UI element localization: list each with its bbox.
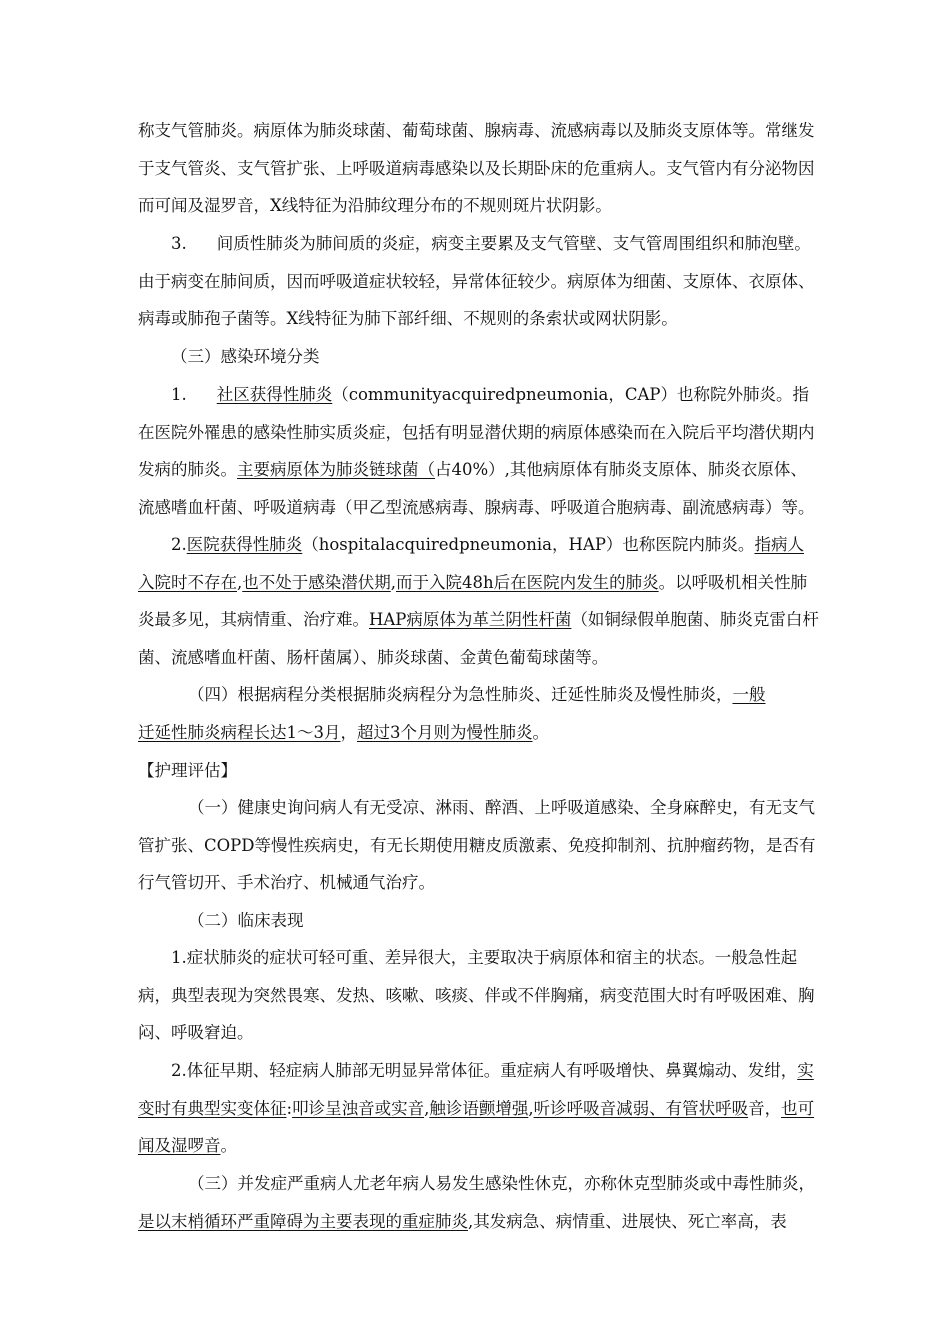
list-number: 2. <box>171 535 187 554</box>
underlined-phrase: 超过3个月则为慢性肺炎 <box>357 722 533 742</box>
underlined-phrase: 实变时有典型实变体征 <box>138 1061 814 1118</box>
underlined-phrase: 是以末梢循环严重障碍为主要表现的重症肺炎 <box>138 1211 468 1231</box>
heading-clinical-manifestations: （二）临床表现 <box>188 911 304 930</box>
paragraph-text: 称支气管肺炎。病原体为肺炎球菌、葡萄球菌、腺病毒、流感病毒以及肺炎支原体等。常继发于支气管炎、支气管扩张、上呼吸道病毒感染以及长期卧床的危重病人。支气管内有分泌物因而可闻及湿罗音，X线特征为沿肺纹理分布的不规则斑片状阴影。 <box>138 121 815 215</box>
underlined-phrase: 听诊呼吸音减弱、有管状呼吸 <box>533 1098 749 1118</box>
underlined-phrase: 一般 <box>732 685 766 704</box>
heading-infection-environment: （三）感染环境分类 <box>171 347 320 366</box>
underlined-phrase: 也可闻及湿啰音 <box>138 1098 815 1155</box>
underlined-phrase: 而于入院48h后在医院内发生的肺炎 <box>396 572 659 592</box>
list-number: 3. <box>171 234 187 253</box>
paragraph-interstitial-pneumonia <box>138 225 820 338</box>
heading-nursing-assessment: 【护理评估】 <box>138 761 237 780</box>
underlined-term: 社区获得性肺炎 <box>216 385 333 404</box>
underlined-term: 医院获得性肺炎 <box>186 535 303 554</box>
underlined-phrase: 叩诊呈浊音或实音 <box>292 1098 425 1118</box>
paragraph-signs: 2.体征早期、轻症病人肺部无明显异常体征。重症病人有呼吸增快、鼻翼煽动、发绀，实变时有典型实变体征:叩诊呈浊音或实音,触诊语颤增强,听诊呼吸音减弱、有管状呼吸音，也可闻及湿啰音。 <box>138 1061 815 1155</box>
paragraph-text: 1.症状肺炎的症状可轻可重、差异很大，主要取决于病原体和宿主的状态。一般急性起病，典型表现为突然畏寒、发热、咳嗽、咳痰、伴或不伴胸痛，病变范围大时有呼吸困难、胸闷、呼吸窘迫。 <box>138 948 815 1042</box>
paragraph-health-history <box>138 789 820 902</box>
underlined-phrase: 主要病原体为肺炎链球菌（ <box>237 460 435 479</box>
underlined-phrase: 也不处于感染潜伏期 <box>242 572 391 592</box>
underlined-phrase: 迁延性肺炎病程长达1～3月 <box>138 722 341 742</box>
paragraph-complications: （三）并发症严重病人尤老年病人易发生感染性休克，亦称休克型肺炎或中毒性肺炎，是以末梢循环严重障碍为主要表现的重症肺炎,其发病急、病情重、进展快、死亡率高，表 <box>138 1174 815 1231</box>
underlined-phrase: 指病人入院时不存在 <box>138 535 804 592</box>
underlined-phrase: 触诊语颤增强 <box>429 1098 529 1118</box>
paragraph-text: 间质性肺炎为肺间质的炎症，病变主要累及支气管壁、支气管周围组织和肺泡壁。由于病变在肺间质，因而呼吸道症状较轻，异常体征较少。病原体为细菌、支原体、衣原体、病毒或肺孢子菌等。X线特征为肺下部纤细、不规则的条索状或网状阴影。 <box>138 234 815 328</box>
paragraph-text: （一）健康史询问病人有无受凉、淋雨、醉酒、上呼吸道感染、全身麻醉史，有无支气管扩张、COPD等慢性疾病史，有无长期使用糖皮质激素、免疫抑制剂、抗肿瘤药物，是否有行气管切开、手术治疗、机械通气治疗。 <box>138 798 816 892</box>
list-number: 1. <box>171 385 187 404</box>
paragraph-course-classification: （四）根据病程分类根据肺炎病程分为急性肺炎、迁延性肺炎及慢性肺炎，一般 迁延性肺炎病程长达1～3月，超过3个月则为慢性肺炎。 <box>138 685 766 742</box>
paragraph-symptoms <box>138 939 820 1052</box>
paragraph-hap: 2.医院获得性肺炎（hospitalacquiredpneumonia，HAP）也称医院内肺炎。指病人入院时不存在,也不处于感染潜伏期,而于入院48h后在医院内发生的肺炎。以呼吸机相关性肺炎最多见，其病情重、治疗难。HAP病原体为革兰阴性杆菌（如铜绿假单胞菌、肺炎克雷白杆菌、流感嗜血杆菌、肠杆菌属）、肺炎球菌、金黄色葡萄球菌等。 <box>138 535 819 667</box>
paragraph-cap: 1. 社区获得性肺炎（communityacquiredpneumonia，CAP）也称院外肺炎。指在医院外罹患的感染性肺实质炎症，包括有明显潜伏期的病原体感染而在入院后平均潜伏期内发病的肺炎。主要病原体为肺炎链球菌（占40%）,其他病原体有肺炎支原体、肺炎衣原体、流感嗜血杆菌、呼吸道病毒（甲乙型流感病毒、腺病毒、呼吸道合胞病毒、副流感病毒）等。 <box>138 385 815 517</box>
underlined-phrase: HAP病原体为革兰阴性杆菌 <box>369 610 572 629</box>
paragraph-bronchopneumonia <box>138 112 820 225</box>
